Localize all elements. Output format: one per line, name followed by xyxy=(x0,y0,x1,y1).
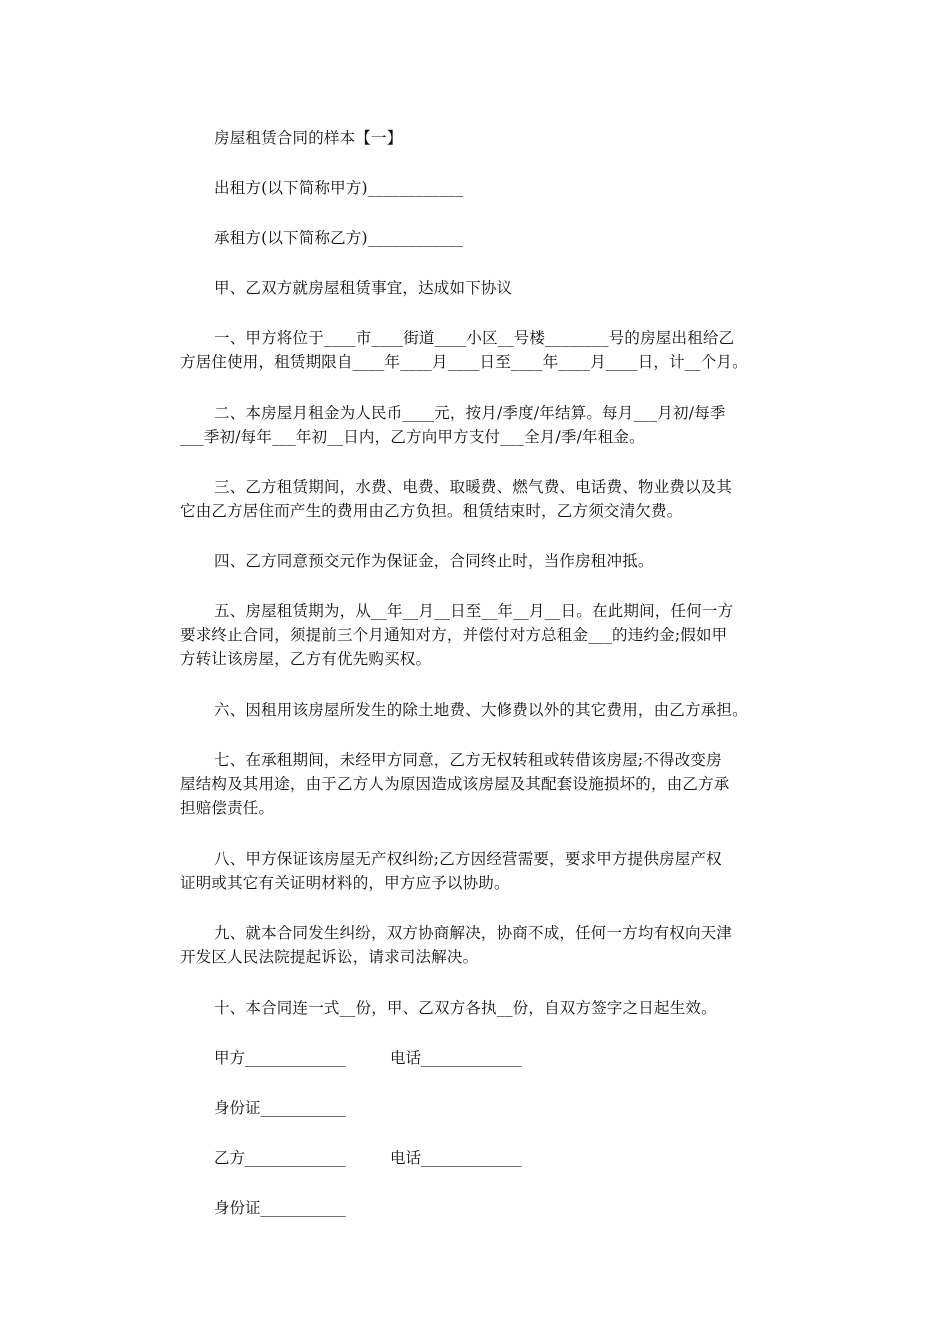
intro-line: 甲、乙双方就房屋租赁事宜，达成如下协议 xyxy=(214,279,513,297)
clause-2 xyxy=(180,401,780,449)
lessor-line: 出租方(以下简称甲方)____________ xyxy=(214,179,464,197)
clause-5-line-2: 要求终止合同，须提前三个月通知对方，并偿付对方总租金___的违约金;假如甲 xyxy=(180,626,728,644)
clause-3 xyxy=(180,475,780,523)
clause-8-line-1: 八、甲方保证该房屋无产权纠纷;乙方因经营需要，要求甲方提供房屋产权 xyxy=(214,850,722,868)
clause-1 xyxy=(180,326,780,374)
party-a-id: 身份证___________ xyxy=(214,1099,346,1117)
clause-7 xyxy=(180,748,780,820)
clause-4 xyxy=(180,549,780,573)
clause-10 xyxy=(180,996,780,1020)
clause-6-line-1: 六、因租用该房屋所发生的除土地费、大修费以外的其它费用，由乙方承担。 xyxy=(214,701,748,719)
clause-7-line-3: 担赔偿责任。 xyxy=(180,799,275,817)
clause-4-line-1: 四、乙方同意预交元作为保证金，合同终止时，当作房租冲抵。 xyxy=(214,552,654,570)
clause-1-line-1: 一、甲方将位于____市____街道____小区__号楼________号的房屋出租给乙 xyxy=(214,329,735,347)
clause-6 xyxy=(180,698,780,722)
clause-5 xyxy=(180,599,780,671)
clause-2-line-2: ___季初/每年___年初__日内，乙方向甲方支付___全月/季/年租金。 xyxy=(180,428,645,446)
document-title: 房屋租赁合同的样本【一】 xyxy=(214,129,403,147)
lessee-line: 承租方(以下简称乙方)____________ xyxy=(214,229,464,247)
clause-8-line-2: 证明或其它有关证明材料的，甲方应予以协助。 xyxy=(180,874,510,892)
party-a-phone: 电话_____________ xyxy=(390,1049,522,1067)
clause-7-line-1: 七、在承租期间，未经甲方同意，乙方无权转租或转借该房屋;不得改变房 xyxy=(214,751,722,769)
clause-10-line-1: 十、本合同连一式__份，甲、乙双方各执__份，自双方签字之日起生效。 xyxy=(214,999,717,1017)
clause-9-line-1: 九、就本合同发生纠纷，双方协商解决，协商不成，任何一方均有权向天津 xyxy=(214,924,733,942)
clause-2-line-1: 二、本房屋月租金为人民币____元，按月/季度/年结算。每月___月初/每季 xyxy=(214,404,726,422)
clause-8 xyxy=(180,847,780,895)
party-b-signature: 乙方_____________ xyxy=(214,1149,346,1167)
clause-3-line-1: 三、乙方租赁期间，水费、电费、取暖费、燃气费、电话费、物业费以及其 xyxy=(214,478,733,496)
party-b-phone: 电话_____________ xyxy=(390,1149,522,1167)
clause-5-line-1: 五、房屋租赁期为，从__年__月__日至__年__月__日。在此期间，任何一方 xyxy=(214,602,734,620)
clause-3-line-2: 它由乙方居住而产生的费用由乙方负担。租赁结束时，乙方须交清欠费。 xyxy=(180,502,683,520)
party-a-signature: 甲方_____________ xyxy=(214,1049,346,1067)
clause-1-line-2: 方居住使用，租赁期限自____年____月____日至____年____月____日，计__个月。 xyxy=(180,353,748,371)
clause-5-line-3: 方转让该房屋，乙方有优先购买权。 xyxy=(180,650,432,668)
clause-9-line-2: 开发区人民法院提起诉讼，请求司法解决。 xyxy=(180,948,479,966)
party-b-id: 身份证___________ xyxy=(214,1199,346,1217)
clause-9 xyxy=(180,921,780,969)
clause-7-line-2: 屋结构及其用途，由于乙方人为原因造成该房屋及其配套设施损坏的，由乙方承 xyxy=(180,775,730,793)
